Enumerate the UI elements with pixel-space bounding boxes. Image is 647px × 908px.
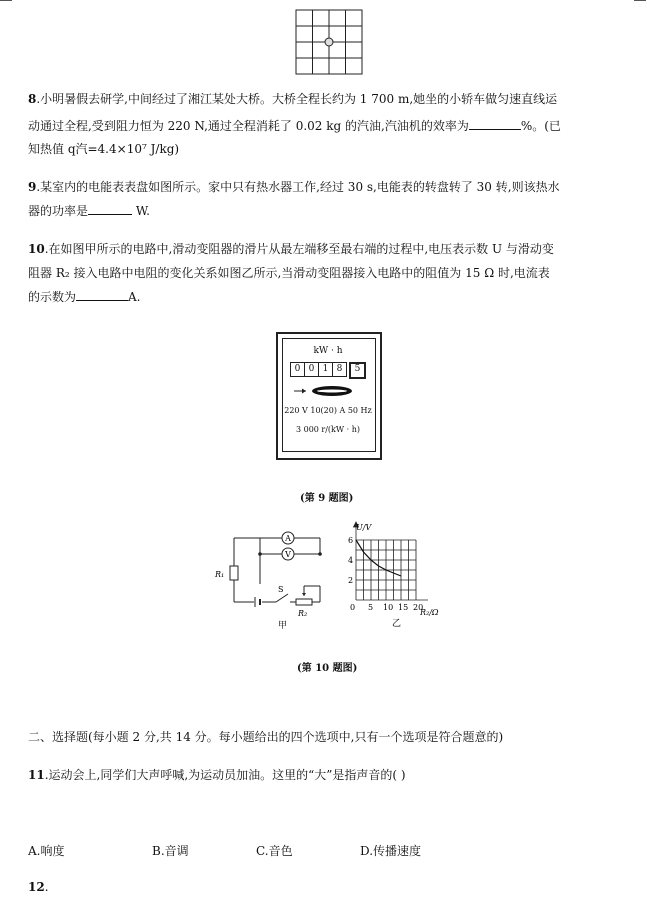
x-tick-label: 0 (350, 603, 356, 612)
q11-number: 11 (28, 768, 45, 782)
fig10-caption: (第 10 题图) (297, 663, 358, 674)
meter-digit: 0 (305, 362, 319, 377)
x-tick-label: 5 (368, 603, 374, 612)
q9-line1 (28, 176, 560, 199)
graph-ylabel: U/V (356, 523, 372, 532)
meter-digits (290, 362, 366, 379)
x-tick-label: 10 (383, 603, 394, 612)
q12-text: . (44, 880, 49, 894)
q8-line3 (28, 138, 179, 161)
option-d[interactable]: D.传播速度 (360, 844, 422, 858)
circuit-jia-label: 甲 (278, 621, 288, 630)
meter-spec: 220 V 10(20) A 50 Hz (284, 406, 372, 415)
option-c[interactable]: C.音色 (256, 844, 293, 858)
q10-text2: 阻器 R₂ 接入电路中电阻的变化关系如图乙所示,当滑动变阻器接入电路中的阻值为 15 Ω 时,电流表 (28, 266, 550, 280)
ammeter-label: A (285, 534, 291, 543)
x-tick-label: 15 (398, 603, 409, 612)
graph-xlabel: R₂/Ω (420, 608, 439, 617)
y-tick-label: 2 (348, 576, 354, 585)
q8-text1: .小明暑假去研学,中间经过了湘江某处大桥。大桥全程长约为 1 700 m,她坐的小轿车做匀速直线运 (36, 92, 558, 106)
x-tick-label: 20 (413, 603, 424, 612)
q9-text2b: W. (135, 204, 150, 218)
circuit-diagram (210, 524, 336, 630)
r2-rheostat (296, 599, 312, 605)
meter-unit: kW · h (313, 346, 343, 356)
q10-text3b: A. (128, 290, 141, 304)
q9-text2a: 器的功率是 (28, 204, 89, 218)
meter-constant: 3 000 r/(kW · h) (295, 425, 361, 434)
q8-number: 8 (28, 92, 37, 106)
meter-digit: 8 (333, 362, 347, 377)
meter-digit: 0 (290, 362, 305, 377)
meter-digit-last: 5 (349, 362, 366, 379)
option-b[interactable]: B.音调 (152, 844, 189, 858)
r1-resistor (230, 566, 238, 580)
q10-line1 (28, 238, 554, 261)
q8-line1 (28, 88, 557, 111)
q8-text2a: 动通过全程,受到阻力恒为 220 N,通过全程消耗了 0.02 kg 的汽油,汽油机的效率为 (28, 119, 469, 133)
section2-heading: 二、选择题(每小题 2 分,共 14 分。每小题给出的四个选项中,只有一个选项是符合题意的) (28, 730, 504, 744)
q10-number: 10 (28, 242, 45, 256)
q11-text: .运动会上,同学们大声呼喊,为运动员加油。这里的“大”是指声音的( ) (44, 768, 406, 782)
q8-text3: 知热值 q汽=4.4×10⁷ J/kg) (28, 142, 180, 156)
q12-line (28, 876, 49, 899)
q10-line2 (28, 262, 550, 285)
q8-line2 (28, 115, 561, 138)
q8-answer-blank[interactable] (469, 118, 521, 130)
q11-line (28, 764, 406, 787)
fig9-caption: (第 9 题图) (300, 493, 354, 504)
option-a[interactable]: A.响度 (28, 844, 65, 858)
q10-line3 (28, 286, 141, 309)
r2-label: R₂ (298, 609, 308, 618)
page-corner-mark-left (0, 0, 12, 7)
q10-answer-blank[interactable] (76, 289, 128, 301)
q10-text1: .在如图甲所示的电路中,滑动变阻器的滑片从最左端移至最右端的过程中,电压表示数 U 与滑动变 (44, 242, 554, 256)
grid-figure (294, 8, 366, 76)
y-tick-label: 6 (348, 536, 354, 545)
q8-text2b: %。(已 (520, 119, 561, 133)
meter-rotating-disc (292, 382, 364, 400)
q12-number: 12 (28, 880, 45, 894)
page-corner-mark-right (634, 0, 646, 7)
q10-text3a: 的示数为 (28, 290, 77, 304)
meter-digit: 1 (319, 362, 333, 377)
switch-label: S (278, 585, 284, 594)
r1-label: R₁ (215, 570, 225, 579)
u-r2-graph (342, 520, 448, 630)
graph-yi-label: 乙 (392, 619, 402, 629)
q9-text1: .某室内的电能表表盘如图所示。家中只有热水器工作,经过 30 s,电能表的转盘转了 30 转,则该热水 (36, 180, 560, 194)
q9-line2 (28, 200, 150, 223)
q9-answer-blank[interactable] (88, 203, 132, 215)
y-tick-label: 4 (348, 556, 354, 565)
voltmeter-label: V (285, 550, 291, 559)
grid-center-circle (325, 38, 333, 46)
q9-number: 9 (28, 180, 37, 194)
